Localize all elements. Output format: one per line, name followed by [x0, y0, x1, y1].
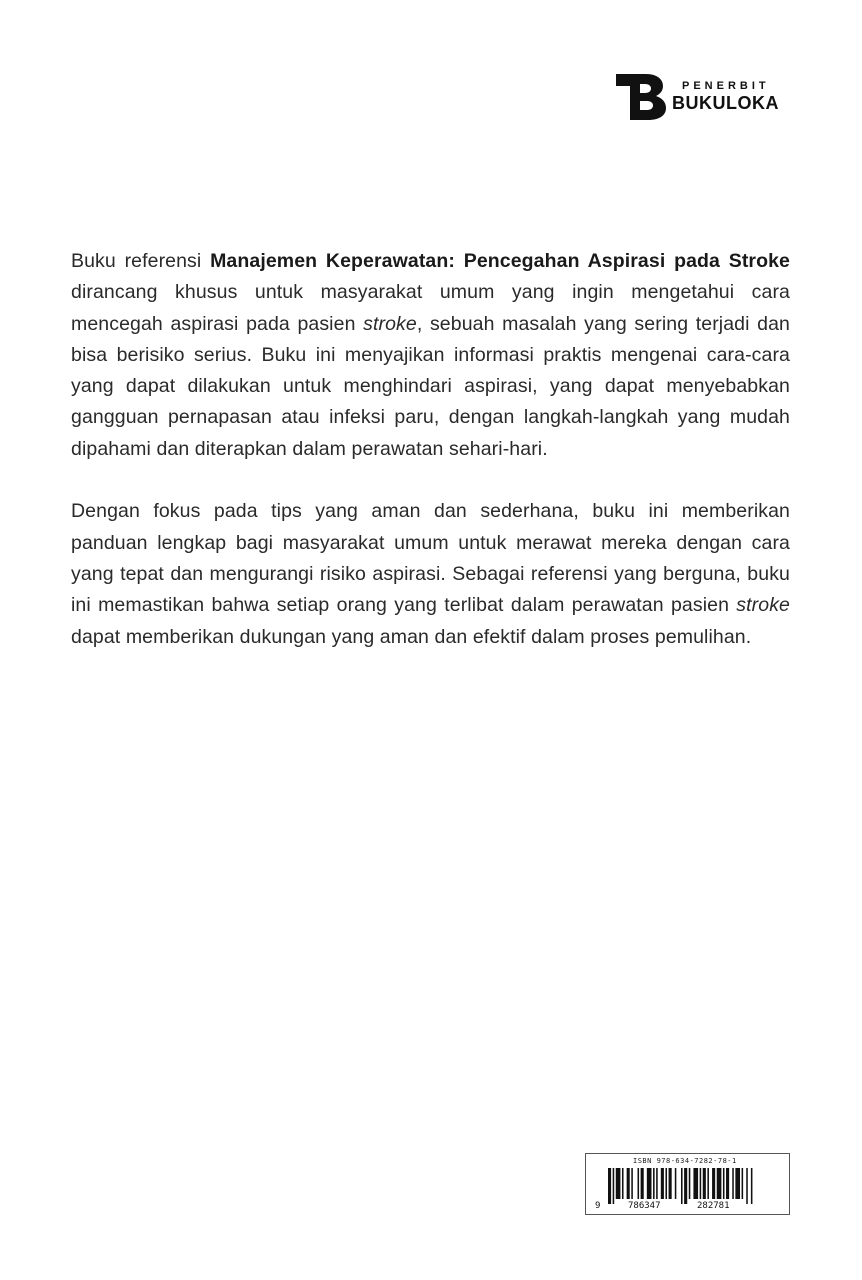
barcode-bar	[631, 1168, 633, 1199]
blurb-p2-italic: stroke	[736, 594, 790, 617]
isbn-barcode	[585, 1153, 790, 1215]
publisher-small-label: PENERBIT	[682, 80, 770, 92]
barcode-bar	[689, 1168, 691, 1199]
barcode-bar	[647, 1168, 652, 1199]
barcode-bar	[669, 1168, 672, 1199]
barcode-bar	[746, 1168, 748, 1204]
barcode-bar	[751, 1168, 753, 1204]
barcode-bar	[684, 1168, 687, 1204]
barcode-bar	[712, 1168, 715, 1199]
blurb-p2-part1: Dengan fokus pada tips yang aman dan sederhana, buku ini memberikan panduan lengkap bagi masyarakat umum untuk merawat mereka dengan cara yang tepat dan mengurangi risiko aspirasi. Sebagai referensi yang berguna, buku ini memastikan bahwa setiap orang yang terlibat dalam perawatan pasien	[71, 500, 790, 617]
publisher-name: BUKULOKA	[672, 93, 779, 113]
back-cover-blurb	[71, 246, 790, 653]
barcode-bar	[613, 1168, 615, 1204]
barcode-bar	[693, 1168, 698, 1199]
barcode-bar	[700, 1168, 702, 1199]
barcode-bar	[742, 1168, 744, 1199]
barcode-bar	[732, 1168, 734, 1199]
publisher-logo	[616, 74, 792, 120]
blurb-p1-part3: , sebuah masalah yang sering terjadi dan bisa berisiko serius. Buku ini menyajikan informasi praktis mengenai cara-cara yang dapat dilakukan untuk menghindari aspirasi, yang dapat menyebabkan gangguan pernapasan atau infeksi paru, dengan langkah-langkah yang mudah dipahami dan diterapkan dalam perawatan sehari-hari.	[71, 312, 790, 460]
barcode-bar	[616, 1168, 621, 1199]
blurb-paragraph-1	[71, 246, 790, 465]
barcode-bar	[703, 1168, 706, 1199]
barcode-bar	[717, 1168, 722, 1199]
barcode-bar	[726, 1168, 729, 1199]
barcode-bar	[627, 1168, 630, 1199]
barcode-bar	[656, 1168, 658, 1199]
barcode-bar	[675, 1168, 677, 1199]
blurb-paragraph-2	[71, 496, 790, 652]
barcode-left-digits: 786347	[628, 1201, 661, 1211]
barcode-bar	[681, 1168, 683, 1204]
barcode-bar	[653, 1168, 655, 1199]
barcode-bar	[735, 1168, 740, 1199]
barcode-bar	[707, 1168, 709, 1199]
barcode-first-digit: 9	[595, 1201, 601, 1211]
barcode-bar	[638, 1168, 640, 1199]
barcode-bar	[641, 1168, 644, 1199]
barcode-right-digits: 282781	[697, 1201, 730, 1211]
barcode-bar	[608, 1168, 611, 1204]
barcode-bar	[723, 1168, 725, 1199]
blurb-p1-intro: Buku referensi	[71, 250, 211, 272]
barcode-bars	[608, 1168, 754, 1204]
blurb-p1-part2: dirancang khusus untuk masyarakat umum yang ingin mengetahui cara mencegah aspirasi pada pasien	[71, 281, 790, 335]
book-title: Manajemen Keperawatan: Pencegahan Aspirasi pada Stroke	[210, 250, 790, 272]
barcode-bar	[622, 1168, 624, 1199]
barcode-bar	[665, 1168, 667, 1199]
isbn-text: ISBN 978-634-7282-78-1	[633, 1157, 737, 1165]
blurb-p1-italic: stroke	[363, 312, 417, 335]
blurb-p2-part2: dapat memberikan dukungan yang aman dan efektif dalam proses pemulihan.	[71, 625, 752, 648]
barcode-bar	[661, 1168, 664, 1199]
publisher-b-mark-icon	[616, 74, 666, 120]
